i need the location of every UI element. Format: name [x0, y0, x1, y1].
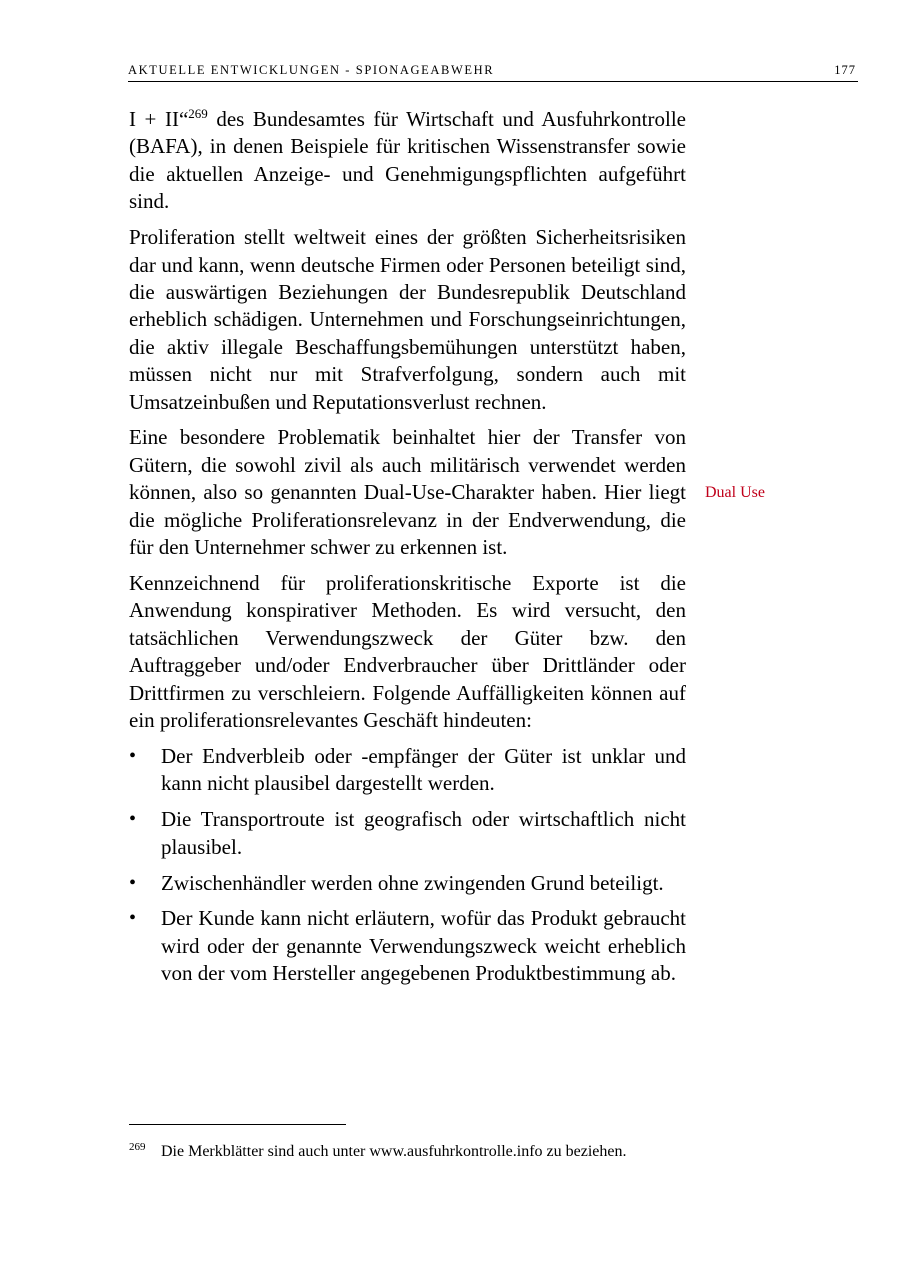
bullet-icon: •: [129, 907, 137, 930]
footnote-number: 269: [129, 1141, 146, 1153]
footnote-text: Die Merkblätter sind auch unter www.ausfuhrkontrolle.info zu beziehen.: [161, 1143, 627, 1160]
paragraph-1-lead: I + II“: [129, 107, 189, 131]
list-item: [129, 905, 686, 987]
list-item-text: Zwischenhändler werden ohne zwingenden Grund beteiligt.: [161, 870, 664, 895]
bullet-icon: •: [129, 871, 137, 894]
list-item: [129, 743, 686, 798]
running-header: [128, 63, 858, 82]
bullet-icon: •: [129, 744, 137, 767]
footnote-divider: [129, 1124, 346, 1125]
paragraph-1-text: des Bundesamtes für Wirtschaft und Ausfuhrkontrolle (BAFA), in denen Beispiele für kritischen Wissenstransfer sowie die aktuellen Anzeige- und Genehmigungspflichten aufgeführt sind.: [129, 107, 686, 214]
paragraph-4: Kennzeichnend für proliferationskritische Exporte ist die Anwendung konspirativer Methoden. Es wird versucht, den tatsächlichen Verwendungszweck der Güter bzw. den Auftraggeber und/oder Endverbraucher über Drittländer oder Drittfirmen zu verschleiern. Folgende Auffälligkeiten können auf ein proliferationsrelevantes Geschäft hindeuten:: [129, 571, 686, 733]
list-item-text: Der Kunde kann nicht erläutern, wofür das Produkt gebraucht wird oder der genannte Verwendungszweck weicht erheblich von der vom Hersteller angegebenen Produktbestimmung ab.: [161, 906, 686, 986]
page-number: 177: [834, 63, 856, 77]
paragraph-2: Proliferation stellt weltweit eines der größten Sicherheitsrisiken dar und kann, wenn deutsche Firmen oder Personen beteiligt sind, die auswärtigen Beziehungen der Bundesrepublik Deutschland erheblich schädigen. Unternehmen und Forschungseinrichtungen, die aktiv illegale Beschaffungsbemühungen unterstützt haben, müssen nicht nur mit Strafverfolgung, sondern auch mit Umsatzeinbußen und Reputationsverlust rechnen.: [129, 225, 686, 414]
margin-note: Dual Use: [705, 484, 765, 501]
bullet-icon: •: [129, 808, 137, 831]
footnote: [129, 1141, 686, 1162]
list-item: [129, 806, 686, 861]
list-item: [129, 870, 686, 897]
list-item-text: Der Endverbleib oder -empfänger der Güter ist unklar und kann nicht plausibel dargestellt werden.: [161, 743, 686, 796]
paragraph-1: [129, 106, 686, 216]
main-text: [129, 106, 686, 996]
paragraph-3: Eine besondere Problematik beinhaltet hier der Transfer von Gütern, die sowohl zivil als auch militärisch verwendet werden können, also so genannten Dual-Use-Charakter haben. Hier liegt die mögliche Proliferationsrelevanz in der Endverwendung, die für den Unternehmer schwer zu erkennen ist.: [129, 425, 686, 560]
bullet-list: [129, 743, 686, 988]
footnote-reference: 269: [188, 106, 208, 121]
running-title: AKTUELLE ENTWICKLUNGEN - SPIONAGEABWEHR: [128, 63, 495, 77]
list-item-text: Die Transportroute ist geografisch oder wirtschaftlich nicht plausibel.: [161, 807, 686, 859]
